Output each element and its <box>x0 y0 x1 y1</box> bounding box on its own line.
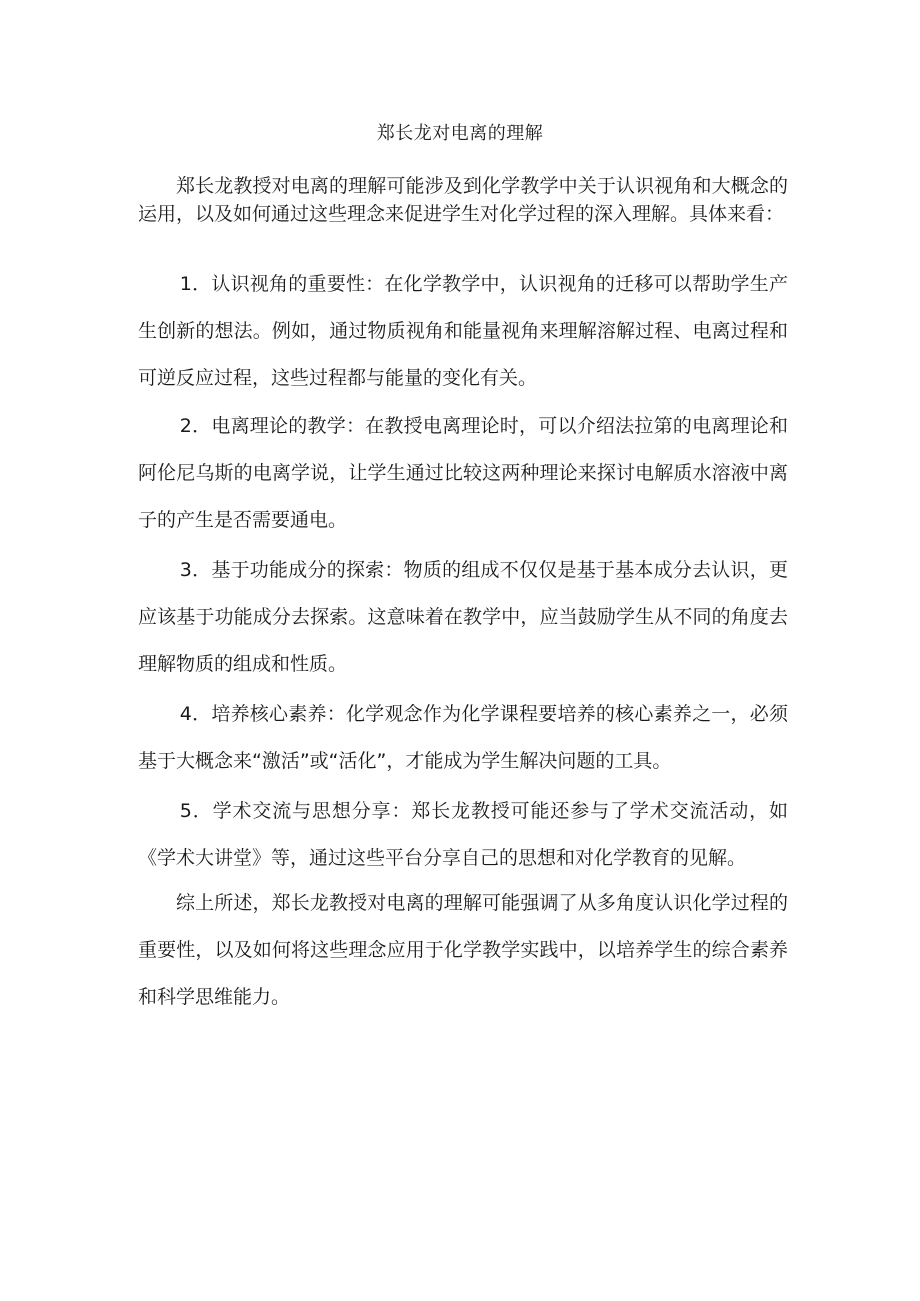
list-item-2: 2．电离理论的教学：在教授电离理论时，可以介绍法拉第的电离理论和阿伦尼乌斯的电离学说，让学生通过比较这两种理论来探讨电解质水溶液中离子的产生是否需要通电。 <box>138 415 788 531</box>
summary-paragraph: 综上所述，郑长龙教授对电离的理解可能强调了从多角度认识化学过程的重要性，以及如何将这些理念应用于化学教学实践中，以培养学生的综合素养和科学思维能力。 <box>138 892 788 1008</box>
list-item-3: 3．基于功能成分的探索：物质的组成不仅仅是基于基本成分去认识，更应该基于功能成分去探索。这意味着在教学中，应当鼓励学生从不同的角度去理解物质的组成和性质。 <box>138 559 788 675</box>
intro-paragraph: 郑长龙教授对电离的理解可能涉及到化学教学中关于认识视角和大概念的运用，以及如何通过这些理念来促进学生对化学过程的深入理解。具体来看： <box>138 175 788 225</box>
list-item-1: 1．认识视角的重要性：在化学教学中，认识视角的迁移可以帮助学生产生创新的想法。例如，通过物质视角和能量视角来理解溶解过程、电离过程和可逆反应过程，这些过程都与能量的变化有关。 <box>138 273 788 389</box>
list-item-4: 4．培养核心素养：化学观念作为化学课程要培养的核心素养之一，必须基于大概念来“激活”或“活化”，才能成为学生解决问题的工具。 <box>138 703 788 772</box>
list-item-5: 5．学术交流与思想分享：郑长龙教授可能还参与了学术交流活动，如《学术大讲堂》等，通过这些平台分享自己的思想和对化学教育的见解。 <box>138 800 788 869</box>
document-title: 郑长龙对电离的理解 <box>376 123 544 144</box>
